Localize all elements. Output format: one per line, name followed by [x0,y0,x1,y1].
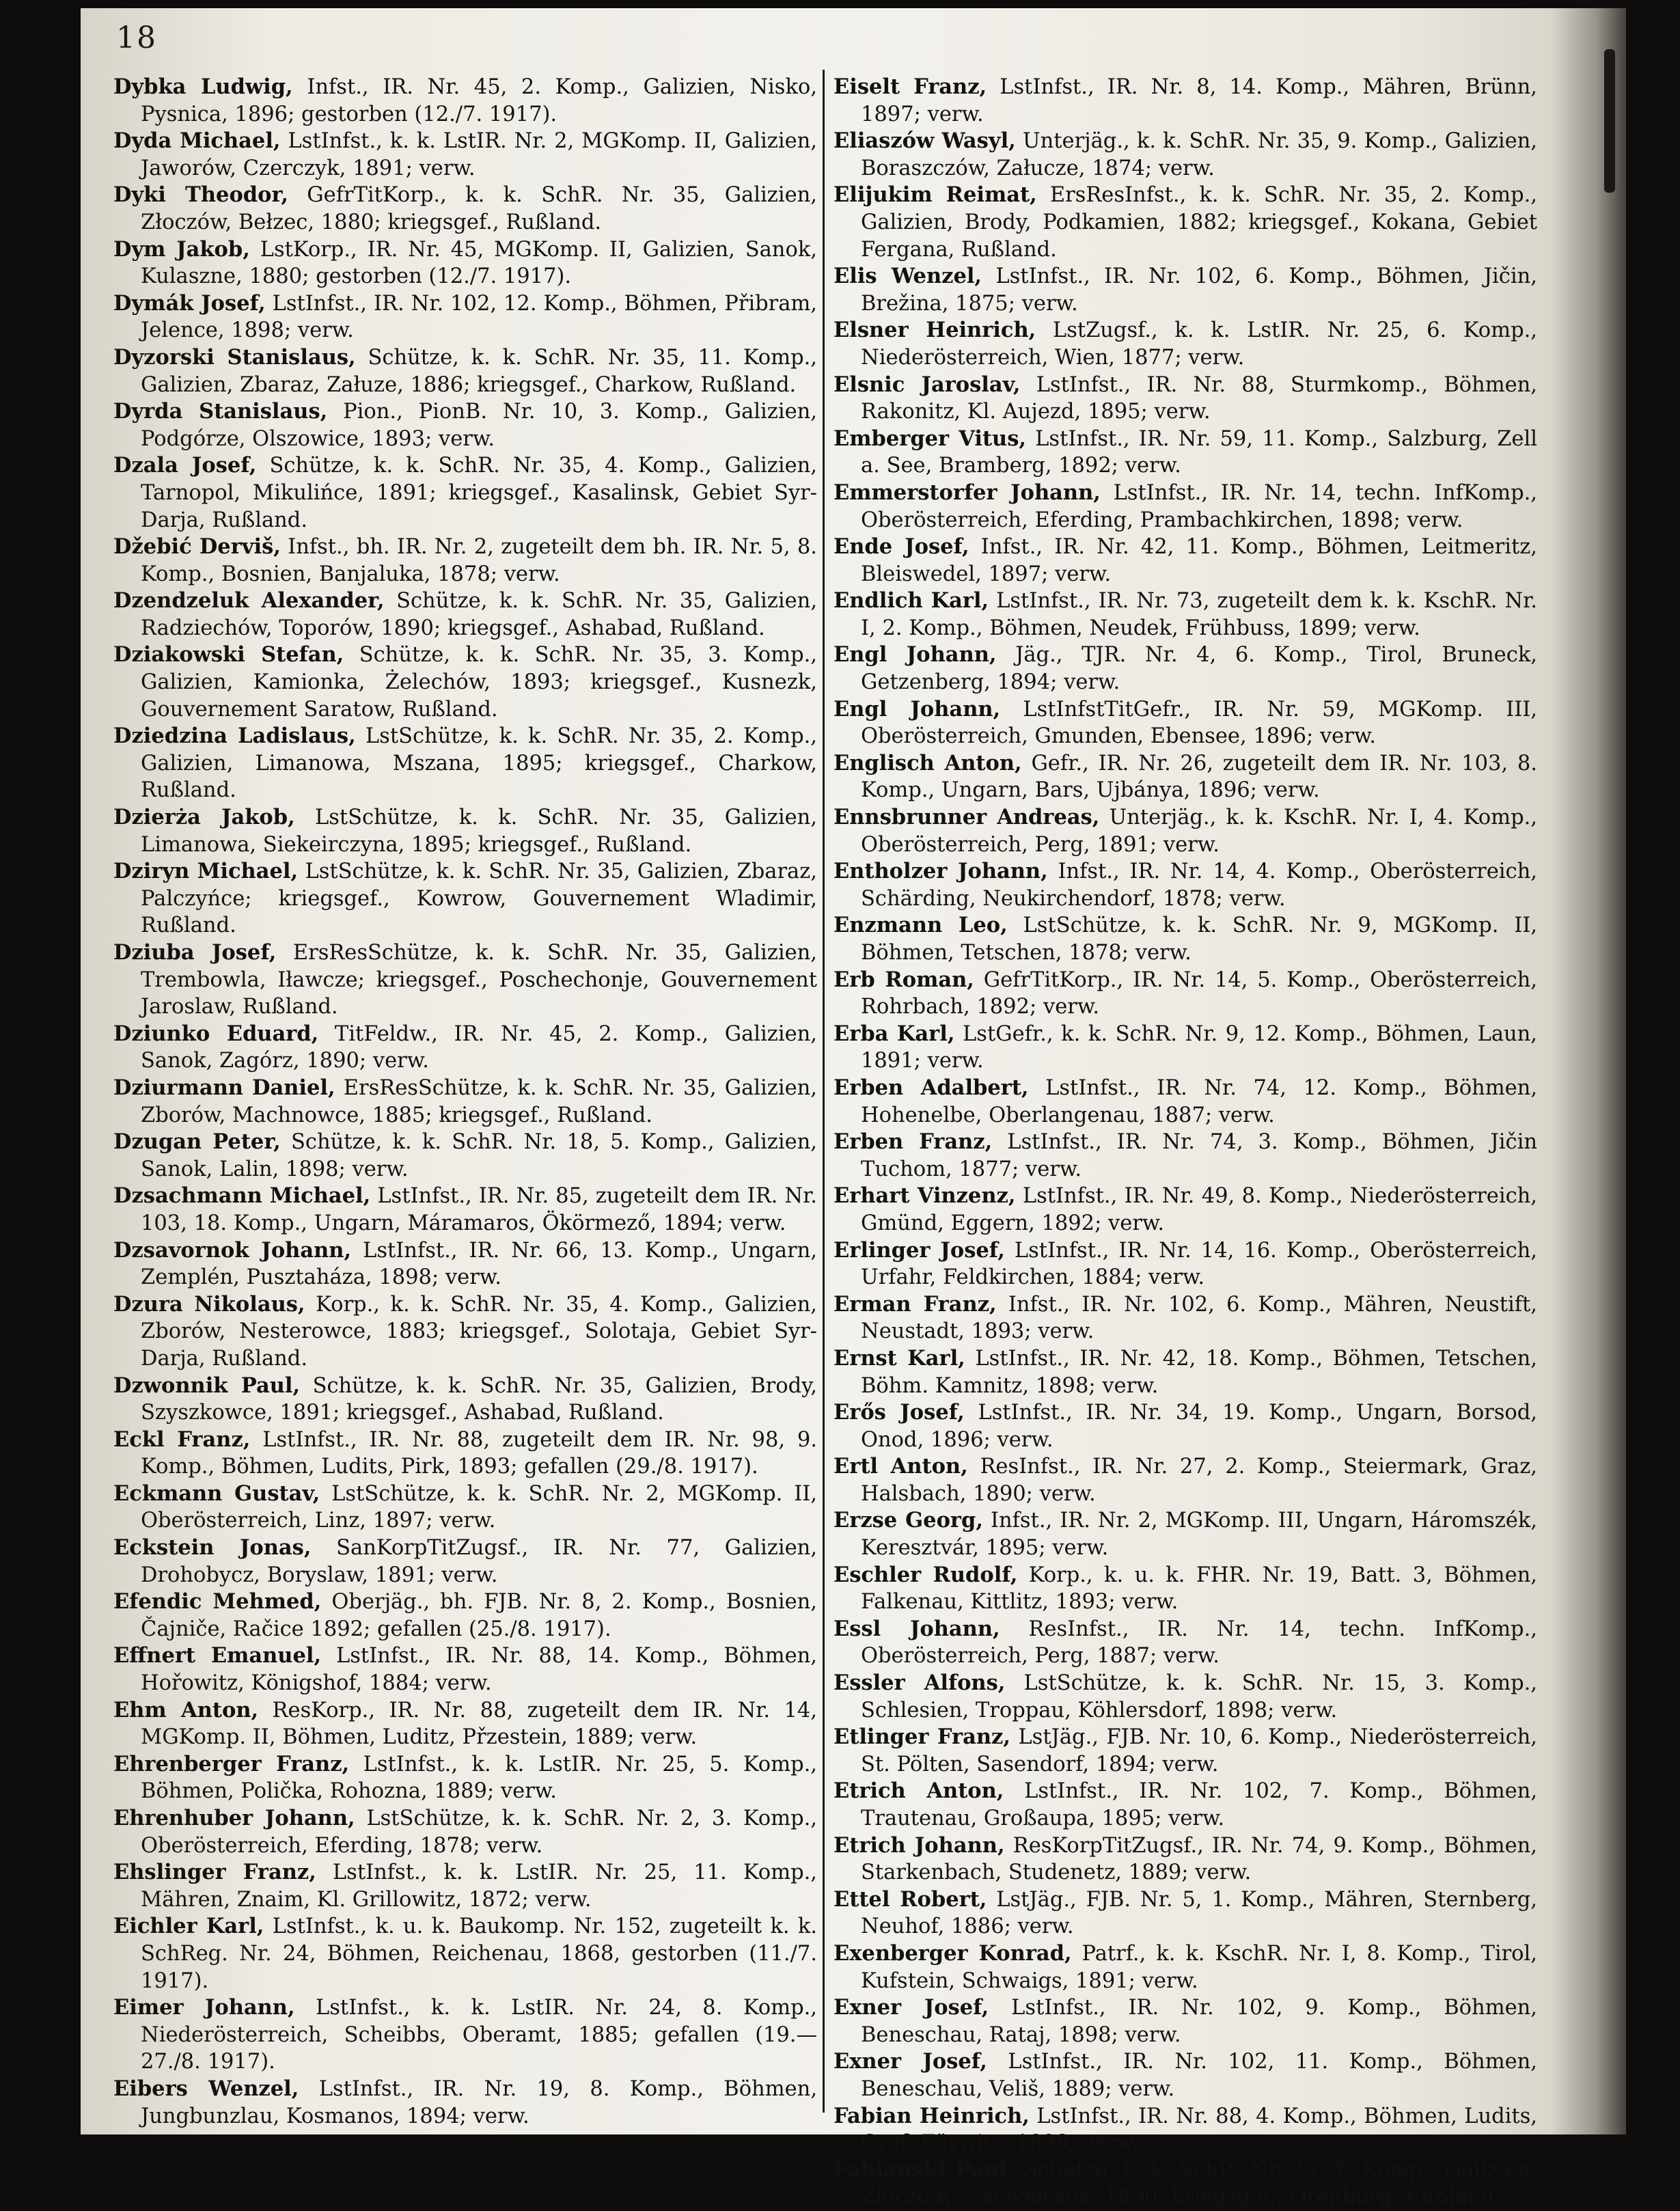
entry-details: Pion., PionB. Nr. 10, 3. Komp., Galizien, Podgórze, Olszowice, 1893; verw. [141,400,817,451]
register-entry [834,1021,1537,1075]
entry-details: LstInfst., k. k. LstIR. Nr. 25, 5. Komp., Böhmen, Polička, Rohozna, 1889; verw. [141,1752,817,1804]
register-entry [113,588,817,642]
entry-details: LstInfst., IR. Nr. 88, zugeteilt dem IR. Nr. 98, 9. Komp., Böhmen, Ludits, Pirk, 1893; gefallen (29./8. 1917). [141,1427,818,1479]
entry-details: LstSchütze, k. k. SchR. Nr. 35, 2. Komp., Galizien, Limanowa, Mszana, 1895; kriegsgef., Charkow, Rußland. [141,724,817,803]
column-divider [823,70,825,2113]
entry-name: Erman Franz, [834,1291,997,1317]
register-entry [834,1345,1537,1399]
register-entry [113,2076,817,2130]
entry-name: Ernst Karl, [834,1345,965,1371]
entry-details: LstInfst., IR. Nr. 34, 19. Komp., Ungarn, Borsod, Onod, 1896; verw. [861,1401,1537,1452]
register-entry [113,723,817,804]
entry-name: Dzugan Peter, [113,1129,281,1155]
entry-details: LstJäg., FJB. Nr. 5, 1. Komp., Mähren, Sternberg, Neuhof, 1886; verw. [861,1887,1537,1939]
register-entry [834,588,1537,642]
entry-details: LstInfst., IR. Nr. 74, 12. Komp., Böhmen, Hohenelbe, Oberlangenau, 1887; verw. [861,1075,1538,1127]
register-entry [113,858,817,939]
entry-name: Ehrenberger Franz, [113,1751,350,1776]
entry-details: LstInfst., IR. Nr. 14, techn. InfKomp., Oberösterreich, Eferding, Prambachkirchen, 1898; verw. [861,480,1537,532]
register-entry [113,1535,817,1589]
entry-name: Entholzer Johann, [834,859,1048,884]
register-entry [834,642,1537,696]
entry-name: Erb Roman, [834,967,974,992]
register-entry [834,750,1537,804]
entry-details: Schütze, k. k. SchR. Nr. 18, 5. Komp., Galizien, Sanok, Lalin, 1898; verw. [141,1130,818,1181]
entry-details: ErsResSchütze, k. k. SchR. Nr. 35, Galizien, Trembowla, Iławcze; kriegsgef., Poschechonje, Gouvernement Jaroslaw, Rußland. [141,941,817,1019]
register-entry [834,1994,1537,2048]
entry-name: Dziryn Michael, [113,859,299,884]
entry-name: Enzmann Leo, [834,913,1008,938]
entry-name: Dziuba Josef, [113,940,277,965]
entry-name: Eibers Wenzel, [113,2076,299,2101]
entry-name: Dym Jakob, [113,236,250,262]
register-entry [113,74,817,128]
entry-name: Dziurmann Daniel, [113,1075,335,1100]
register-entry [834,912,1537,966]
entry-details: LstInfst., k. k. LstIR. Nr. 25, 11. Komp., Mähren, Znaim, Kl. Grillowitz, 1872; verw. [141,1860,817,1912]
entry-name: Dzendzeluk Alexander, [113,588,385,614]
register-entry [834,804,1537,858]
entry-name: Dziedzina Ladislaus, [113,724,356,749]
register-entry [834,426,1537,480]
entry-details: Unterjäg., k. k. KschR. Nr. I, 4. Komp., Oberösterreich, Perg, 1891; verw. [861,806,1537,857]
entry-details: LstInfst., IR. Nr. 19, 8. Komp., Böhmen, Jungbunzlau, Kosmanos, 1894; verw. [141,2076,818,2128]
entry-name: Dyda Michael, [113,128,281,154]
register-entry [113,1183,817,1237]
register-entry [834,1291,1537,1345]
register-entry [113,1994,817,2076]
entry-details: ResInfst., IR. Nr. 27, 2. Komp., Steiermark, Graz, Halsbach, 1890; verw. [861,1455,1537,1506]
entry-details: LstJäg., FJB. Nr. 10, 6. Komp., Niederösterreich, St. Pölten, Sasendorf, 1894; verw. [861,1725,1537,1776]
entry-details: Gefr., IR. Nr. 26, zugeteilt dem IR. Nr. 103, 8. Komp., Ungarn, Bars, Ujbánya, 1896; verw. [861,751,1538,803]
entry-details: LstInfst., IR. Nr. 14, 16. Komp., Oberösterreich, Urfahr, Feldkirchen, 1884; verw. [861,1238,1537,1290]
entry-details: ResKorp., IR. Nr. 88, zugeteilt dem IR. Nr. 14, MGKomp. II, Böhmen, Luditz, Přzestein, 1889; verw. [141,1698,817,1750]
entry-name: Eliaszów Wasyl, [834,128,1016,154]
entry-name: Emberger Vitus, [834,426,1026,451]
entry-details: LstInfst., IR. Nr. 66, 13. Komp., Ungarn, Zemplén, Pusztaháza, 1898; verw. [141,1238,817,1290]
register-entry [113,1237,817,1291]
entry-details: LstInfst., IR. Nr. 8, 14. Komp., Mähren, Brünn, 1897; verw. [861,75,1537,126]
entry-details: Infst., IR. Nr. 45, 2. Komp., Galizien, Nisko, Pysnica, 1896; gestorben (12./7. 1917). [141,75,817,126]
entry-name: Exenberger Konrad, [834,1940,1072,1966]
entry-details: Oberjäg., bh. FJB. Nr. 8, 2. Komp., Bosnien, Čajniče, Račice 1892; gefallen (25./8. 1917). [141,1590,818,1641]
register-entry [834,263,1537,317]
register-entry [834,1237,1537,1291]
entry-name: Dyrda Stanislaus, [113,399,328,424]
entry-name: Etrich Anton, [834,1779,1004,1804]
entry-name: Eimer Johann, [113,1995,295,2020]
entry-details: LstInfst., IR. Nr. 102, 11. Komp., Böhmen, Beneschau, Veliš, 1889; verw. [861,2050,1538,2101]
register-entry [113,182,817,236]
register-entry [834,534,1537,588]
register-entry [834,1453,1537,1507]
entry-name: Dzsavornok Johann, [113,1237,352,1263]
register-entry [113,344,817,398]
entry-name: Exner Josef, [834,1995,989,2020]
entry-details: LstInfst., IR. Nr. 85, zugeteilt dem IR. Nr. 103, 18. Komp., Ungarn, Máramaros, Ökörmező, 1894; verw. [141,1184,818,1235]
entry-name: Eckl Franz, [113,1427,251,1452]
entry-name: Dyzorski Stanislaus, [113,344,356,370]
entry-details: LstInfst., IR. Nr. 88, 4. Komp., Böhmen, Ludits, Groß-Fürwitz, 1898; verw. [861,2104,1537,2156]
entry-name: Dybka Ludwig, [113,74,293,99]
entry-details: Schütze, k. k. SchR. Nr. 35, 3. Komp., Galizien, Kamionka, Żelechów, 1893; kriegsgef., Kusnezk, Gouvernement Saratow, Rußland. [141,643,817,722]
entry-name: Essl Johann, [834,1616,1000,1641]
register-entry [834,1399,1537,1453]
register-entry [834,1778,1537,1832]
entry-details: LstInfst., IR. Nr. 59, 11. Komp., Salzburg, Zell a. See, Bramberg, 1892; verw. [861,426,1537,478]
entry-details: GefrTitKorp., IR. Nr. 14, 5. Komp., Oberösterreich, Rohrbach, 1892; verw. [861,967,1538,1019]
entry-details: ResKorpTitZugsf., IR. Nr. 74, 9. Komp., Böhmen, Starkenbach, Studenetz, 1889; verw. [861,1833,1537,1885]
entry-name: Englisch Anton, [834,750,1022,775]
register-entry [834,1724,1537,1778]
entry-name: Emmerstorfer Johann, [834,480,1101,505]
register-entry [113,1805,817,1859]
entry-name: Dzura Nikolaus, [113,1291,305,1317]
register-entry [834,696,1537,750]
register-entry [113,1643,817,1697]
register-entry [834,2103,1537,2157]
register-entry [834,74,1537,128]
entry-name: Dziakowski Stefan, [113,642,344,668]
entry-name: Fabian Heinrich, [834,2103,1030,2128]
entry-name: Dzsachmann Michael, [113,1183,371,1209]
entry-name: Ennsbrunner Andreas, [834,805,1100,830]
entry-name: Elsnic Jaroslav, [834,372,1021,397]
register-entry [113,804,817,858]
entry-details: SanKorpTitZugsf., IR. Nr. 77, Galizien, Drohobycz, Boryslaw, 1891; verw. [141,1536,817,1587]
entry-details: Schütze, k. k. SchR. Nr. 35, Galizien, Radziechów, Toporów, 1890; kriegsgef., Ashabad, Rußland. [141,589,818,640]
register-entry [113,398,817,452]
register-entry [834,1940,1537,1994]
register-entry [834,128,1537,182]
entry-details: LstInfst., k. k. LstIR. Nr. 2, MGKomp. II, Galizien, Jaworów, Czerczyk, 1891; verw. [141,129,817,180]
entry-name: Eschler Rudolf, [834,1562,1018,1587]
entry-details: Infst., bh. IR. Nr. 2, zugeteilt dem bh. IR. Nr. 5, 8. Komp., Bosnien, Banjaluka, 1878; verw. [141,535,817,586]
register-entry [113,452,817,534]
register-entry [834,858,1537,912]
entry-details: Jäg., TJR. Nr. 4, 6. Komp., Tirol, Bruneck, Getzenberg, 1894; verw. [861,643,1537,695]
entry-name: Fabianski Paul, [834,2157,1015,2182]
entry-name: Engl Johann, [834,696,1001,722]
right-column [834,74,1538,2210]
entry-details: LstInfst., k. k. LstIR. Nr. 24, 8. Komp., Niederösterreich, Scheibbs, Oberamt, 1885; gefallen (19.—27./8. 1917). [141,1996,817,2074]
register-entry [834,182,1537,263]
entry-details: Korp., k. k. SchR. Nr. 35, 4. Komp., Galizien, Zborów, Nesterowce, 1883; kriegsgef., Solotaja, Gebiet Syr-Darja, Rußland. [141,1292,817,1371]
entry-name: Džebić Derviš, [113,534,281,560]
entry-name: Erba Karl, [834,1021,955,1046]
register-entry [834,1562,1537,1616]
entry-name: Essler Alfons, [834,1671,1006,1696]
register-entry [834,2157,1537,2211]
entry-name: Elsner Heinrich, [834,318,1036,343]
entry-name: Effnert Emanuel, [113,1643,322,1668]
entry-details: LstSchütze, k. k. SchR. Nr. 15, 3. Komp., Schlesien, Troppau, Köhlersdorf, 1898; verw. [861,1671,1537,1722]
register-entry [834,2048,1537,2102]
register-entry [113,128,817,182]
entry-name: Dymák Josef, [113,290,266,316]
entry-name: Eichler Karl, [113,1914,264,1939]
entry-name: Erlinger Josef, [834,1237,1005,1263]
entry-details: Schütze, k. k. SchR. Nr. 35, 7. Komp., Galizien, Złoczów, Przewłoczna, 1890; kriegsgef., Orenburg, Rußland. [861,2158,1537,2210]
entry-details: LstZugsf., k. k. LstIR. Nr. 25, 6. Komp., Niederösterreich, Wien, 1877; verw. [861,318,1538,370]
entry-details: LstKorp., IR. Nr. 45, MGKomp. II, Galizien, Sanok, Kulaszne, 1880; gestorben (12./7. 1917). [141,237,817,289]
entry-details: LstInfst., IR. Nr. 102, 9. Komp., Böhmen, Beneschau, Rataj, 1898; verw. [861,1996,1538,2047]
entry-details: Korp., k. u. k. FHR. Nr. 19, Batt. 3, Böhmen, Falkenau, Kittlitz, 1893; verw. [861,1563,1537,1615]
entry-name: Erben Adalbert, [834,1075,1029,1100]
entry-name: Elijukim Reimat, [834,182,1037,208]
page-edge-shadow [1551,8,1626,2134]
entry-name: Eiselt Franz, [834,74,987,99]
entry-name: Ettel Robert, [834,1886,987,1912]
entry-name: Ende Josef, [834,534,969,560]
register-entry [113,1859,817,1913]
register-entry [834,317,1537,371]
entry-details: LstSchütze, k. k. SchR. Nr. 9, MGKomp. II, Böhmen, Tetschen, 1878; verw. [861,914,1538,965]
entry-name: Erős Josef, [834,1400,965,1425]
entry-name: Erben Franz, [834,1129,993,1155]
entry-name: Eckmann Gustav, [113,1481,320,1506]
entry-name: Ehm Anton, [113,1697,259,1722]
entry-name: Erzse Georg, [834,1508,983,1533]
entry-name: Ehrenhuber Johann, [113,1806,355,1830]
entry-name: Efendic Mehmed, [113,1589,322,1615]
register-entry [834,1670,1537,1724]
register-entry [113,939,817,1021]
entry-name: Dyki Theodor, [113,182,288,208]
entry-details: Infst., IR. Nr. 2, MGKomp. III, Ungarn, Háromszék, Keresztvár, 1895; verw. [861,1509,1538,1561]
entry-details: ErsResSchütze, k. k. SchR. Nr. 35, Galizien, Zborów, Machnowce, 1885; kriegsgef., Rußland. [141,1075,817,1127]
document-page [81,8,1626,2210]
entry-details: LstInfst., IR. Nr. 73, zugeteilt dem k. k. KschR. Nr. I, 2. Komp., Böhmen, Neudek, Frühbuss, 1899; verw. [861,589,1537,640]
entry-name: Ehslinger Franz, [113,1860,316,1885]
entry-details: LstGefr., k. k. SchR. Nr. 9, 12. Komp., Böhmen, Laun, 1891; verw. [861,1021,1537,1073]
register-entry [113,1129,817,1183]
entry-details: GefrTitKorp., k. k. SchR. Nr. 35, Galizien, Złoczów, Bełzec, 1880; kriegsgef., Rußland. [141,183,817,234]
entry-details: LstSchütze, k. k. SchR. Nr. 35, Galizien, Limanowa, Siekeirczyna, 1895; kriegsgef., Rußland. [141,806,817,857]
register-entry [113,1481,817,1535]
entry-name: Etrich Johann, [834,1832,1005,1858]
register-entry [834,1183,1537,1237]
entry-details: LstSchütze, k. k. SchR. Nr. 35, Galizien, Zbaraz, Palczyńce; kriegsgef., Kowrow, Gouvernement Wladimir, Rußland. [141,860,817,938]
register-entry [113,1751,817,1805]
entry-details: Infst., IR. Nr. 14, 4. Komp., Oberösterreich, Schärding, Neukirchendorf, 1878; verw. [861,860,1537,911]
entry-details: LstInfst., IR. Nr. 74, 3. Komp., Böhmen, Jičin Tuchom, 1877; verw. [861,1130,1537,1181]
entry-name: Dziunko Eduard, [113,1021,319,1046]
register-entry [113,1021,817,1075]
entry-details: LstInfstTitGefr., IR. Nr. 59, MGKomp. III, Oberösterreich, Gmunden, Ebensee, 1896; verw. [861,697,1537,749]
entry-name: Ertl Anton, [834,1454,968,1479]
entry-details: Infst., IR. Nr. 42, 11. Komp., Böhmen, Leitmeritz, Bleiswedel, 1897; verw. [861,535,1537,586]
register-entry [113,1913,817,1994]
page-number: 18 [116,20,157,55]
entry-name: Dzwonnik Paul, [113,1373,301,1398]
left-column [113,74,818,2128]
entry-details: LstInfst., IR. Nr. 88, Sturmkomp., Böhmen, Rakonitz, Kl. Aujezd, 1895; verw. [861,372,1538,424]
entry-details: LstInfst., IR. Nr. 88, 14. Komp., Böhmen, Hořowitz, Königshof, 1884; verw. [141,1644,817,1696]
entry-name: Erhart Vinzenz, [834,1183,1016,1209]
entry-name: Elis Wenzel, [834,264,982,289]
entry-name: Endlich Karl, [834,588,989,614]
register-entry [113,642,817,723]
entry-details: LstInfst., IR. Nr. 102, 6. Komp., Böhmen, Jičin, Brežina, 1875; verw. [861,264,1537,316]
register-entry [834,480,1537,534]
entry-details: LstInfst., IR. Nr. 42, 18. Komp., Böhmen, Tetschen, Böhm. Kamnitz, 1898; verw. [861,1346,1537,1398]
register-entry [834,372,1537,426]
entry-details: Schütze, k. k. SchR. Nr. 35, Galizien, Brody, Szyszkowce, 1891; kriegsgef., Ashabad, Rußland. [141,1373,817,1425]
register-entry [834,1832,1537,1886]
register-entry [113,1697,817,1751]
entry-details: LstInfst., IR. Nr. 102, 12. Komp., Böhmen, Přibram, Jelence, 1898; verw. [141,291,817,343]
entry-details: Unterjäg., k. k. SchR. Nr. 35, 9. Komp., Galizien, Boraszczów, Załucze, 1874; verw. [861,129,1538,180]
register-entry [113,1589,817,1643]
register-entry [834,1075,1537,1129]
entry-details: Patrf., k. k. KschR. Nr. I, 8. Komp., Tirol, Kufstein, Schwaigs, 1891; verw. [861,1941,1537,1993]
entry-details: LstSchütze, k. k. SchR. Nr. 2, 3. Komp., Oberösterreich, Eferding, 1878; verw. [141,1807,817,1858]
entry-details: Infst., IR. Nr. 102, 6. Komp., Mähren, Neustift, Neustadt, 1893; verw. [861,1292,1537,1344]
register-entry [834,1616,1537,1670]
entry-name: Dzala Josef, [113,453,257,478]
entry-name: Exner Josef, [834,2049,987,2074]
entry-details: LstInfst., k. u. k. Baukomp. Nr. 152, zugeteilt k. k. SchReg. Nr. 24, Böhmen, Reichenau, 1868, gestorben (11./7. 1917). [141,1914,818,1993]
entry-details: LstInfst., IR. Nr. 102, 7. Komp., Böhmen, Trautenau, Großaupa, 1895; verw. [861,1779,1538,1830]
register-entry [113,236,817,290]
register-entry [113,534,817,588]
entry-details: Schütze, k. k. SchR. Nr. 35, 4. Komp., Galizien, Tarnopol, Mikulińce, 1891; kriegsgef., Kasalinsk, Gebiet Syr-Darja, Rußland. [141,454,817,532]
entry-name: Dzierża Jakob, [113,805,295,830]
register-entry [113,1291,817,1373]
register-entry [113,1075,817,1129]
entry-details: LstInfst., IR. Nr. 49, 8. Komp., Niederösterreich, Gmünd, Eggern, 1892; verw. [861,1184,1537,1235]
register-entry [834,1507,1537,1561]
entry-details: ErsResInfst., k. k. SchR. Nr. 35, 2. Komp., Galizien, Brody, Podkamien, 1882; kriegsgef., Kokana, Gebiet Fergana, Rußland. [861,183,1537,262]
entry-details: ResInfst., IR. Nr. 14, techn. InfKomp., Oberösterreich, Perg, 1887; verw. [861,1617,1537,1668]
entry-details: LstSchütze, k. k. SchR. Nr. 2, MGKomp. II, Oberösterreich, Linz, 1897; verw. [141,1481,817,1533]
entry-name: Eckstein Jonas, [113,1535,312,1561]
register-entry [113,1373,817,1427]
register-entry [834,967,1537,1021]
entry-details: TitFeldw., IR. Nr. 45, 2. Komp., Galizien, Sanok, Zagórz, 1890; verw. [141,1021,817,1073]
register-entry [834,1886,1537,1940]
register-entry [834,1129,1537,1183]
register-entry [113,1427,817,1481]
entry-name: Engl Johann, [834,642,997,668]
register-entry [113,290,817,344]
entry-details: Schütze, k. k. SchR. Nr. 35, 11. Komp., Galizien, Zbaraz, Załuze, 1886; kriegsgef., Charkow, Rußland. [141,345,817,397]
entry-name: Etlinger Franz, [834,1725,1010,1750]
binding-mark [1604,49,1615,193]
